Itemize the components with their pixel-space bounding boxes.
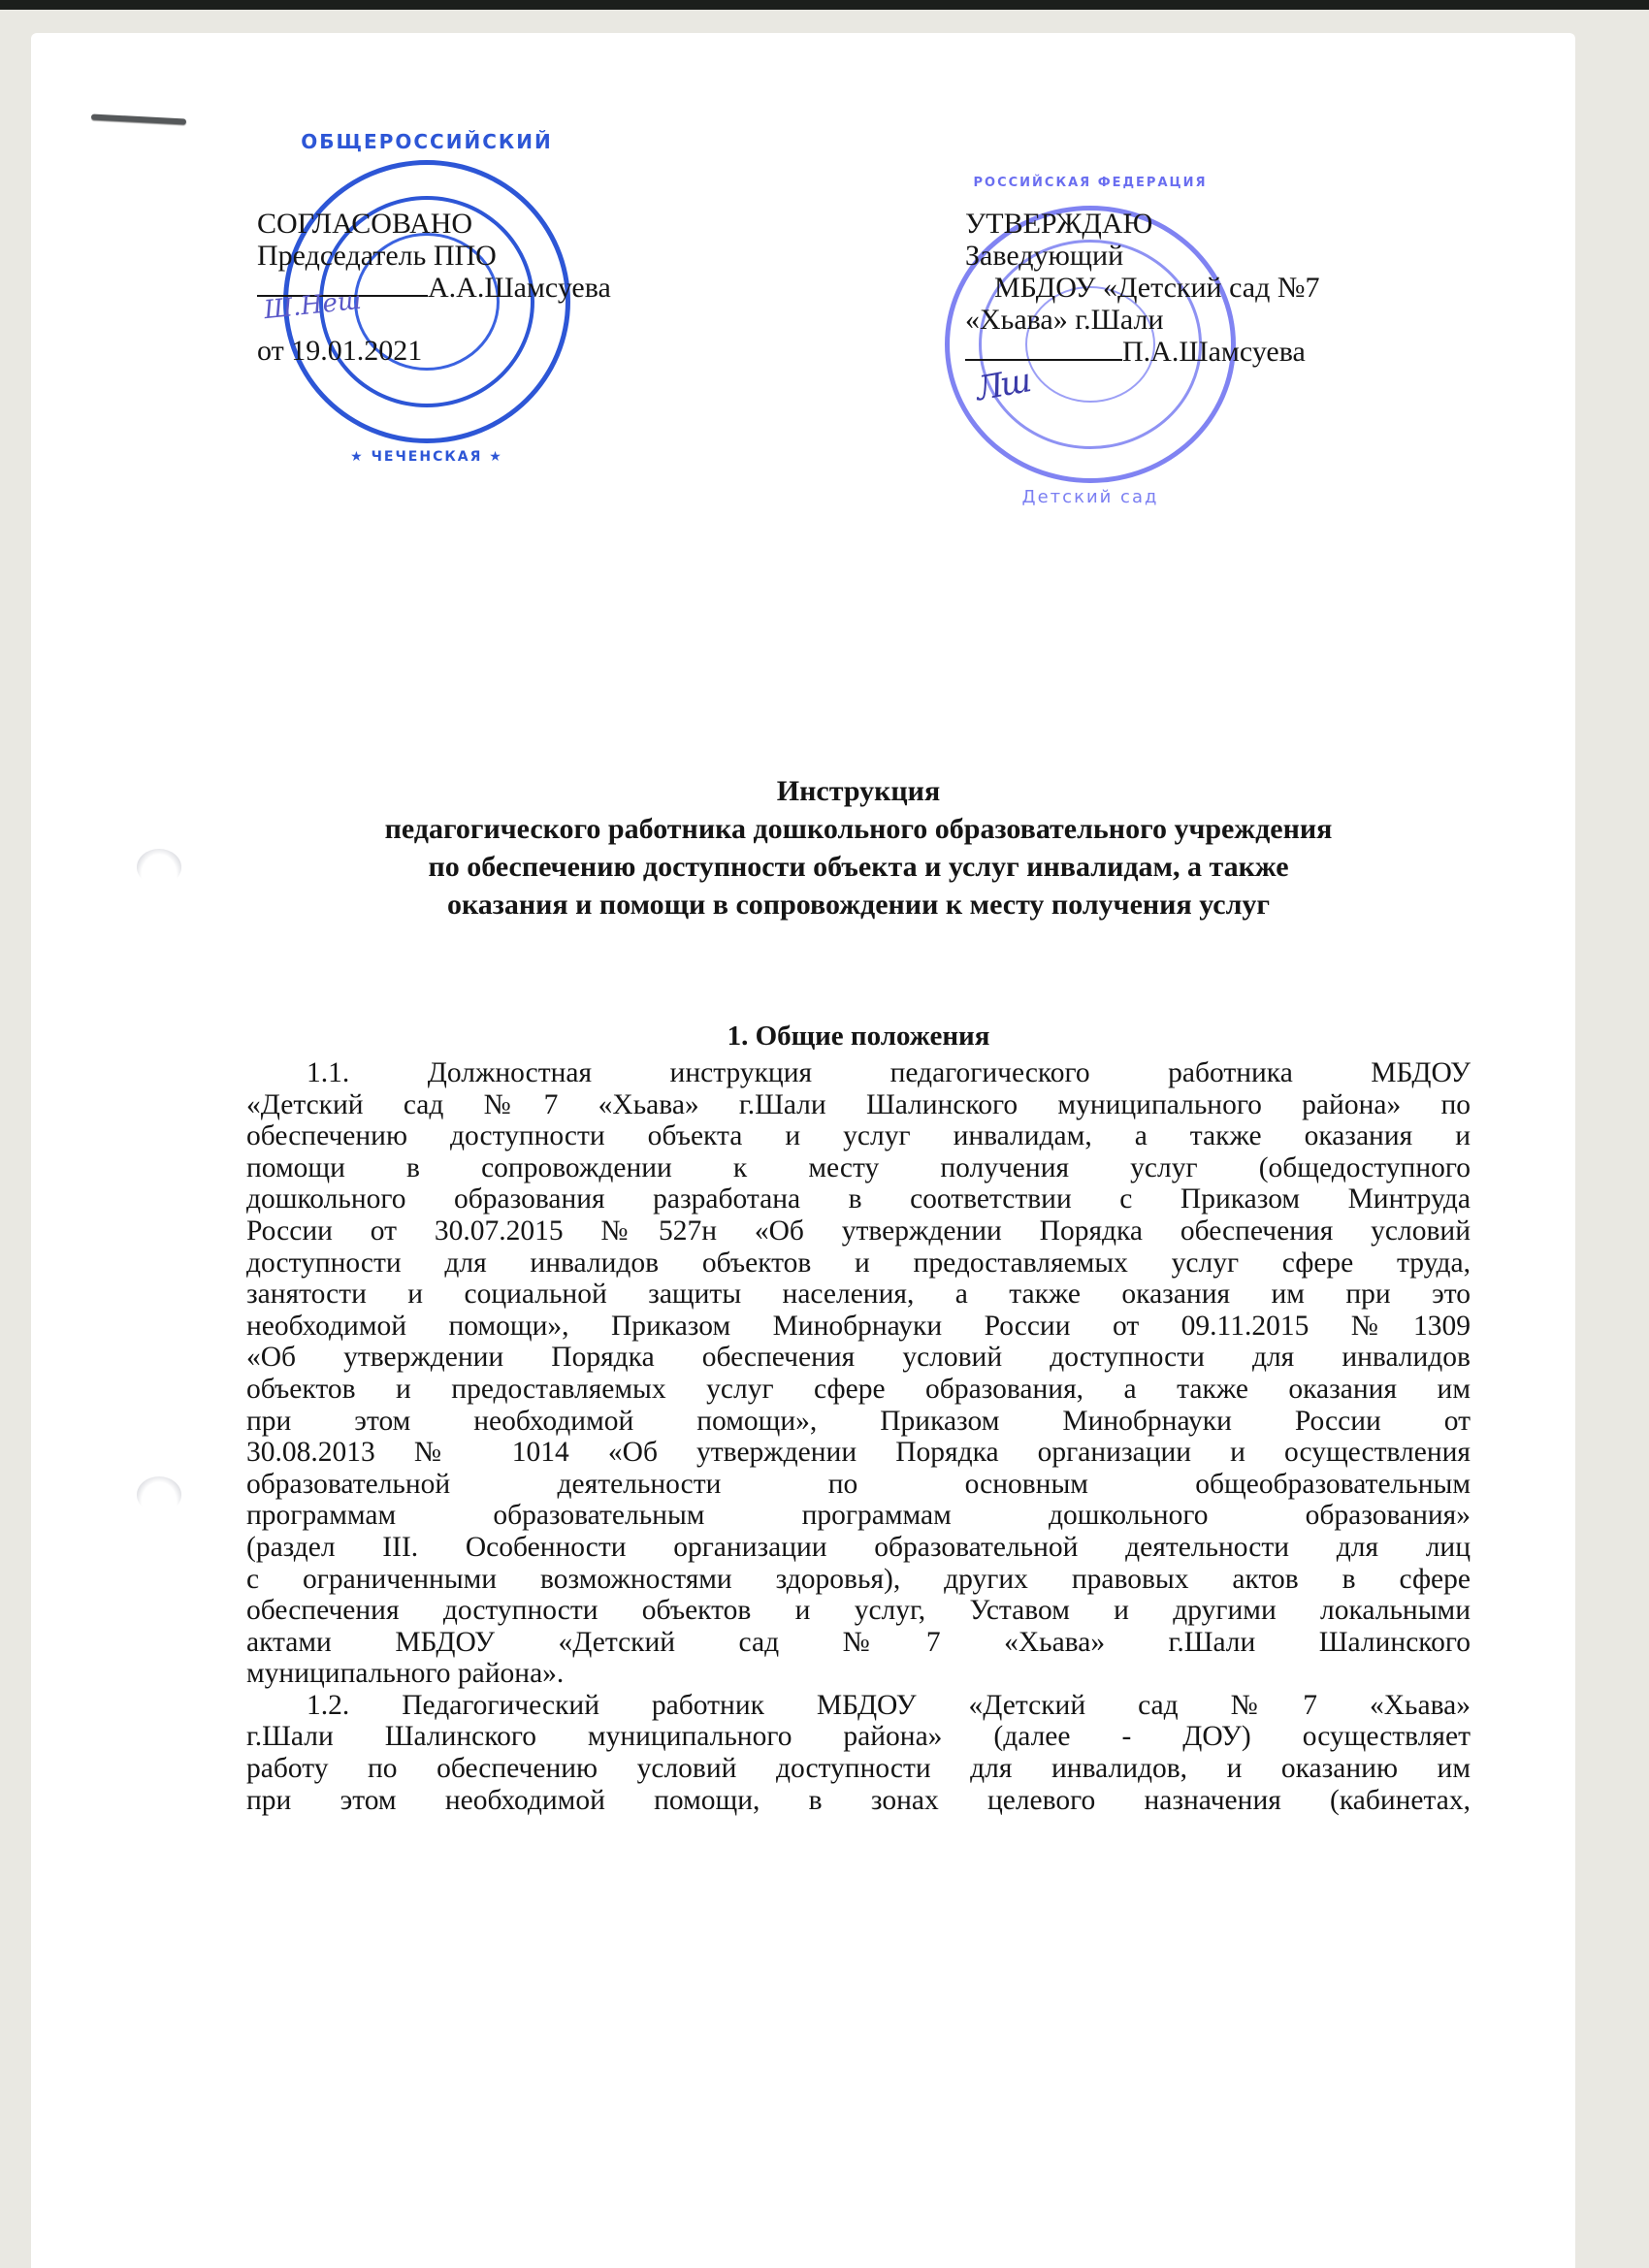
agreed-heading: СОГЛАСОВАНО [257, 208, 473, 240]
text-line: России от 30.07.2015 №527н «Об утверждении Порядка обеспечения условий [246, 1215, 1471, 1247]
text-line: муниципального района». [246, 1658, 565, 1690]
text-line: при этом необходимой помощи», Приказом Минобрнауки России от [246, 1405, 1471, 1437]
approval-agreed-block [257, 208, 611, 367]
staple-mark [91, 113, 186, 124]
paragraph-1-1 [246, 1057, 1471, 1690]
document-body [246, 1057, 1471, 1816]
text-line: 1.2. Педагогический работник МБДОУ «Детский сад №7 «Хьава» [307, 1689, 1471, 1721]
stamp-right-outer-text: РОССИЙСКАЯ ФЕДЕРАЦИЯ [973, 176, 1208, 190]
document-title [233, 772, 1484, 923]
text-line: «Детский сад №7 «Хьава» г.Шали Шалинского муниципального района» по [246, 1088, 1471, 1120]
title-line-1: Инструкция [776, 775, 941, 807]
text-line: работу по обеспечению условий доступности для инвалидов, и оказанию им [246, 1753, 1471, 1785]
text-line: программам образовательным программам дошкольного образования» [246, 1500, 1471, 1532]
text-line: «Об утверждении Порядка обеспечения условий доступности для инвалидов [246, 1342, 1471, 1374]
title-line-2: педагогического работника дошкольного образовательного учреждения [384, 813, 1333, 845]
text-line: доступности для инвалидов объектов и предоставляемых услуг сфере труда, [246, 1247, 1471, 1279]
text-line: занятости и социальной защиты населения, а также оказания им при это [246, 1279, 1471, 1311]
agreed-date: от 19.01.2021 [257, 335, 423, 367]
text-line: актами МБДОУ «Детский сад №7 «Хьава» г.Шали Шалинского [246, 1626, 1471, 1658]
text-line: дошкольного образования разработана в соответствии с Приказом Минтруда [246, 1183, 1471, 1215]
section-heading: 1. Общие положения [727, 1021, 990, 1052]
text-line: образовательной деятельности по основным общеобразовательным [246, 1468, 1471, 1500]
approval-approved-block [965, 208, 1319, 368]
text-line: обеспечения доступности объектов и услуг, Уставом и другими локальными [246, 1595, 1471, 1627]
text-line: обеспечению доступности объекта и услуг инвалидам, а также оказания и [246, 1120, 1471, 1152]
text-line: необходимой помощи», Приказом Минобрнауки России от 09.11.2015 №1309 [246, 1310, 1471, 1342]
text-line: (раздел III. Особенности организации образовательной деятельности для лиц [246, 1531, 1471, 1563]
handwritten-signature-right: Лш [972, 361, 1032, 409]
punch-hole-bottom [137, 1476, 181, 1513]
text-line: с ограниченными возможностями здоровья), других правовых актов в сфере [246, 1563, 1471, 1595]
text-line: помощи в сопровождении к месту получения услуг (общедоступного [246, 1151, 1471, 1183]
title-line-3: по обеспечению доступности объекта и услуг инвалидам, а также [428, 851, 1289, 883]
title-line-4: оказания и помощи в сопровождении к месту получения услуг [446, 889, 1271, 921]
text-line: 1.1. Должностная инструкция педагогического работника МБДОУ [307, 1057, 1471, 1088]
approved-position: Заведующий [965, 240, 1124, 272]
stamp-left-inner-text: ★ ЧЕЧЕНСКАЯ ★ [350, 449, 503, 465]
agreed-position: Председатель ППО [257, 240, 497, 272]
paragraph-1-2 [246, 1690, 1471, 1816]
punch-hole-top [137, 849, 181, 886]
stamp-right-inner-text: Детский сад [1021, 487, 1159, 507]
stamp-left-outer-text: ОБЩЕРОССИЙСКИЙ [301, 130, 553, 153]
handwritten-signature-left: Ш.Неш [262, 285, 363, 326]
text-line: 30.08.2013 № 1014 «Об утверждении Порядка организации и осуществления [246, 1437, 1471, 1469]
agreed-signer: А.А.Шамсуева [428, 272, 611, 304]
text-line: объектов и предоставляемых услуг сфере образования, а также оказания им [246, 1373, 1471, 1405]
text-line: при этом необходимой помощи, в зонах целевого назначения (кабинетах, [246, 1784, 1471, 1816]
approved-heading: УТВЕРЖДАЮ [965, 208, 1153, 240]
signature-line [965, 336, 1122, 361]
approved-org-line2: «Хьава» г.Шали [965, 304, 1164, 336]
approved-org-line1: МБДОУ «Детский сад №7 [994, 272, 1320, 304]
text-line: г.Шали Шалинского муниципального района» (далее - ДОУ) осуществляет [246, 1721, 1471, 1753]
approved-signer: П.А.Шамсуева [1122, 336, 1306, 368]
